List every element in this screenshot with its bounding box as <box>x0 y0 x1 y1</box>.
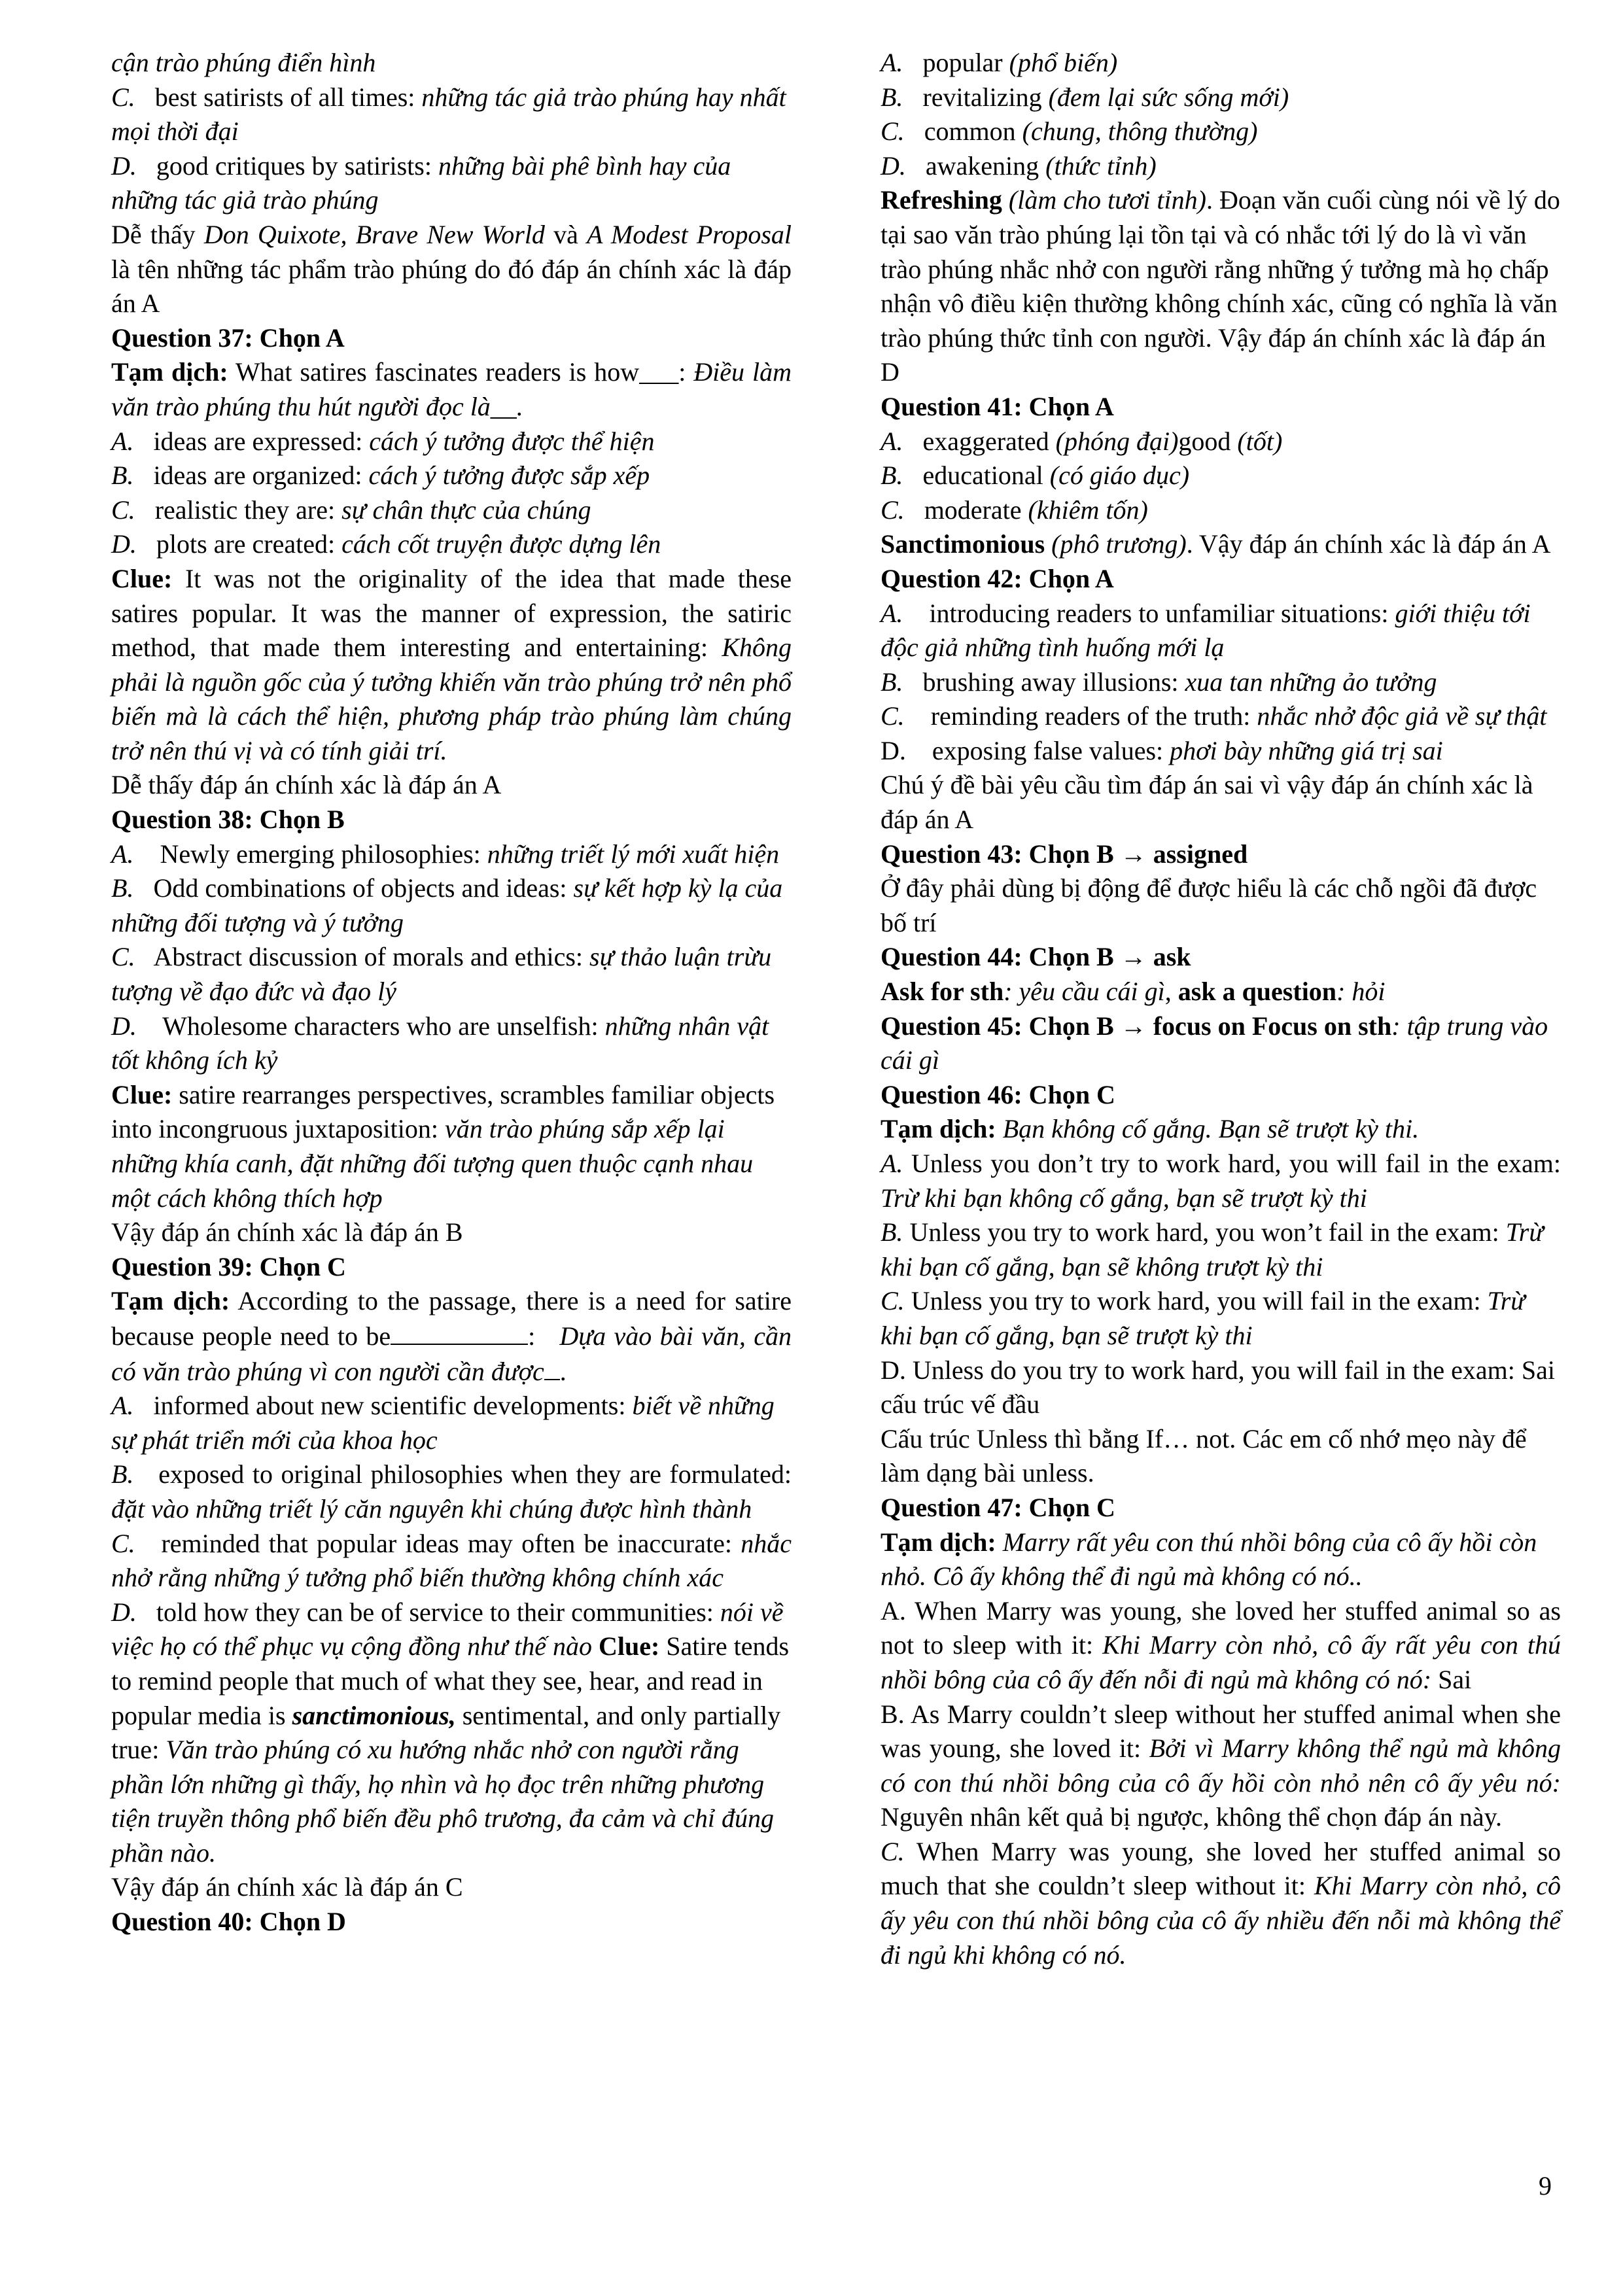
vi-text: Dựa vào bài văn, cần có văn trào phúng vì con người cần được <box>111 1321 792 1386</box>
keyword: ask a question <box>1178 977 1337 1007</box>
explanation <box>881 183 1561 390</box>
en-text: best satirists of all times: <box>154 82 415 112</box>
heading-text: Question 41: Chọn A <box>881 391 1114 421</box>
option-c <box>881 1284 1561 1353</box>
vi-text: : yêu cầu cái gì <box>1003 977 1165 1007</box>
option-c <box>881 1835 1561 1972</box>
label: Tạm dịch: <box>881 1527 996 1557</box>
question-heading <box>881 837 1561 872</box>
text: Dễ thấy đáp án chính xác là đáp án A <box>111 770 502 800</box>
option-b <box>111 459 792 493</box>
text: Vậy đáp án chính xác là đáp án B <box>111 1217 463 1247</box>
en-text: Unless do you try to work hard, you will fail in the exam: Sai cấu trúc vế đầu <box>881 1355 1555 1419</box>
option-letter: B. <box>111 873 134 903</box>
vi-text: nói về việc họ có thể phục vụ cộng đồng như thế nào <box>111 1597 784 1661</box>
option-d <box>881 149 1561 184</box>
en-text: It was not the originality of the idea that made these satires popular. It was the manner of expression, the satiric method, that made them interesting and entertaining: <box>111 563 792 663</box>
en-text: popular <box>922 48 1003 77</box>
option-d <box>111 527 792 562</box>
option-letter: B. <box>111 461 134 491</box>
option-b <box>111 1457 792 1526</box>
option-letter: D. <box>881 150 906 181</box>
option-a <box>881 46 1561 80</box>
vi-text: (phô trương) <box>1051 529 1187 559</box>
vi-text: Khi Marry còn nhỏ, cô ấy yêu con thú nhồi bông của cô ấy nhiều đến nỗi mà không thể đi ngủ khi không có nó. <box>881 1871 1562 1970</box>
en-text: informed about new scientific developments: <box>153 1391 626 1421</box>
vi-text: sự kết hợp kỳ lạ của những đối tượng và ý tưởng <box>111 873 783 937</box>
option-letter: A. <box>881 426 903 456</box>
option-b <box>881 1697 1561 1835</box>
question-heading <box>881 1078 1561 1113</box>
option-c <box>881 493 1561 528</box>
text: , <box>1164 977 1172 1007</box>
right-column <box>881 46 1561 1972</box>
vi-text: Trừ khi bạn không cố gắng, bạn sẽ trượt kỳ thi <box>881 1183 1367 1213</box>
text: Vậy đáp án chính xác là đáp án C <box>111 1872 463 1902</box>
option-letter: C. <box>881 116 905 147</box>
heading-text: Question 40: Chọn D <box>111 1907 346 1937</box>
option-letter: A. <box>881 598 903 628</box>
clue <box>111 562 792 769</box>
vi-text: Văn trào phúng có xu hướng nhắc nhở con người rằng phần lớn những gì thấy, họ nhìn và họ đọc trên những phương tiện truyền thông phổ biến đều phô trương, đa cảm và chỉ đúng phần nào. <box>111 1735 775 1868</box>
vi-text: Bởi vì Marry không thể ngủ mà không có con thú nhồi bông của cô ấy hồi còn nhỏ nên cô ấy yêu nó: <box>881 1733 1562 1798</box>
text: . Đoạn văn cuối cùng nói về lý do tại sao văn trào phúng lại tồn tại và có nhắc tới lý do là vì văn trào phúng nhắc nhở con người rằng những ý tưởng mà họ chấp nhận vô điều kiện thường không chính xác, cũng có nghĩa là văn trào phúng thức tỉnh con người. Vậy đáp án chính xác là đáp án D <box>881 185 1560 387</box>
option-letter: A. <box>111 1391 134 1421</box>
heading-text: Question 45: Chọn B → focus on Focus on sth <box>881 1011 1392 1041</box>
option-c <box>881 699 1561 734</box>
work-title: Don Quixote, Brave New World <box>203 219 545 249</box>
en-text: awakening <box>925 150 1039 181</box>
en-text: satire rearranges perspectives, scrambles familiar objects into incongruous juxtaposition: <box>111 1079 775 1144</box>
text: Chú ý đề bài yêu cầu tìm đáp án sai vì vậy đáp án chính xác là đáp án A <box>881 770 1533 835</box>
en-text: Unless you try to work hard, you will fail in the exam: <box>911 1286 1481 1316</box>
option-letter: D. <box>881 1355 906 1385</box>
answer <box>111 1215 792 1250</box>
vi-text: Điều làm văn trào phúng thu hút người đọc là__. <box>111 357 792 421</box>
en-text: B. As Marry couldn’t sleep without her stuffed animal when she was young, she loved it: <box>881 1699 1561 1764</box>
vi-text: những nhân vật tốt không ích kỷ <box>111 1011 769 1075</box>
option-b <box>111 871 792 940</box>
explanation <box>881 527 1561 562</box>
en-text: Odd combinations of objects and ideas: <box>153 873 567 903</box>
vi-text: nhắc nhở độc giả về sự thật <box>1257 701 1547 731</box>
text: và <box>553 219 578 249</box>
note <box>881 871 1561 940</box>
vi-text: cách cốt truyện được dựng lên <box>341 529 661 559</box>
question-heading <box>881 940 1561 975</box>
option-a <box>881 1147 1561 1215</box>
vi-text: cách ý tưởng được thể hiện <box>369 426 655 456</box>
option-letter: C. <box>111 1528 135 1558</box>
keyword: Sanctimonious <box>881 529 1045 559</box>
en-text: ideas are expressed: <box>153 426 363 456</box>
vi-text: những tác giả trào phúng hay nhất mọi thời đại <box>111 82 786 147</box>
vi-text: văn trào phúng sắp xếp lại những khía canh, đặt những đối tượng quen thuộc cạnh nhau một cách không thích hợp <box>111 1114 754 1213</box>
answer <box>111 768 792 803</box>
option-letter: C. <box>881 1836 905 1866</box>
option-a <box>111 1389 792 1457</box>
en-text: reminded that popular ideas may often be inaccurate: <box>161 1528 732 1558</box>
vi-text: sự thảo luận trừu tượng về đạo đức và đạo lý <box>111 942 772 1007</box>
option-c <box>111 1527 792 1595</box>
option-b <box>881 665 1561 700</box>
text: Nguyên nhân kết quả bị ngược, không thể chọn đáp án này. <box>881 1802 1502 1832</box>
option-a <box>881 1594 1561 1697</box>
question-heading <box>111 803 792 837</box>
label: Tạm dịch: <box>881 1114 996 1144</box>
option-d <box>881 1353 1561 1422</box>
answer-blank <box>544 1354 560 1380</box>
vi-text: Bạn không cố gắng. Bạn sẽ trượt kỳ thi. <box>1002 1114 1420 1144</box>
option-letter: C. <box>111 942 135 972</box>
text: Cấu trúc Unless thì bằng If… not. Các em cố nhớ mẹo này để làm dạng bài unless. <box>881 1423 1527 1488</box>
vi-text: cận trào phúng điển hình <box>111 48 376 77</box>
vi-text: (thức tỉnh) <box>1045 150 1157 181</box>
option-b <box>881 459 1561 493</box>
vi-text: cách ý tưởng được sắp xếp <box>368 461 650 491</box>
option-d <box>881 734 1561 769</box>
option-letter: C. <box>111 495 135 525</box>
vi-text: (làm cho tươi tỉnh) <box>1008 185 1206 215</box>
vi-text: những triết lý mới xuất hiện <box>487 839 780 869</box>
vi-text: phơi bày những giá trị sai <box>1170 735 1443 765</box>
answer-blank <box>391 1319 528 1345</box>
heading-text: Question 38: Chọn B <box>111 805 345 835</box>
en-text: A. When Marry was young, she loved her stuffed animal so as not to sleep with it: <box>881 1595 1561 1660</box>
en-text: exaggerated <box>922 426 1049 456</box>
vi-text: Trừ khi bạn cố gắng, bạn sẽ không trượt kỳ thi <box>881 1217 1544 1281</box>
vi-text: Không phải là nguồn gốc của ý tưởng khiến văn trào phúng trở nên phổ biến mà là cách thể hiện, phương pháp trào phúng làm chúng trở nên thú vị và có tính giải trí. <box>111 633 792 765</box>
text: là tên những tác phẩm trào phúng do đó đáp án chính xác là đáp án A <box>111 254 792 319</box>
en-text: brushing away illusions: <box>922 667 1179 697</box>
text: . Vậy đáp án chính xác là đáp án A <box>1186 529 1551 559</box>
question-heading <box>881 1491 1561 1525</box>
vi-text: (tốt) <box>1237 426 1283 456</box>
en-text: What satires fascinates readers is how___: <box>235 357 686 387</box>
vi-text: (chung, thông thường) <box>1022 116 1258 147</box>
heading-text: Question 44: Chọn B → ask <box>881 942 1191 972</box>
option-letter: D. <box>111 1011 137 1041</box>
en-text: good critiques by satirists: <box>156 150 432 181</box>
answer <box>111 1870 792 1905</box>
en-text: Unless you try to work hard, you won’t fail in the exam: <box>909 1217 1499 1247</box>
option-letter: C. <box>881 701 905 731</box>
vi-text: (đem lại sức sống mới) <box>1048 82 1289 112</box>
heading-text: Question 39: Chọn C <box>111 1251 346 1281</box>
en-text: Abstract discussion of morals and ethics: <box>153 942 584 972</box>
en-text: good <box>1178 426 1231 456</box>
en-text: Newly emerging philosophies: <box>160 839 481 869</box>
heading-text: Question 47: Chọn C <box>881 1492 1115 1522</box>
en-text: moderate <box>924 495 1022 525</box>
en-text: reminding readers of the truth: <box>930 701 1251 731</box>
vi-text: nhắc nhở rằng những ý tưởng phổ biến thường không chính xác <box>111 1528 792 1593</box>
option-b <box>881 1215 1561 1284</box>
option-a <box>881 597 1561 665</box>
en-text: plots are created: <box>156 529 336 559</box>
text: Dễ thấy <box>111 219 196 249</box>
page-number: 9 <box>1539 2171 1552 2200</box>
note <box>881 975 1561 1009</box>
option-letter: B. <box>111 1459 134 1489</box>
option-letter: C. <box>111 82 135 112</box>
en-text: educational <box>922 461 1043 491</box>
vi-text: sự chân thực của chúng <box>341 495 591 525</box>
en-text: ideas are organized: <box>153 461 362 491</box>
text: Sai <box>1438 1664 1472 1694</box>
label: Clue: <box>111 563 173 593</box>
vi-text: đặt vào những triết lý căn nguyên khi chúng được hình thành <box>111 1493 752 1523</box>
option-c <box>881 114 1561 149</box>
option-c <box>111 493 792 528</box>
option-d <box>111 1009 792 1078</box>
note <box>881 1422 1561 1491</box>
question-heading <box>111 1250 792 1285</box>
translation <box>881 1112 1561 1147</box>
vi-text: Khi Marry còn nhỏ, cô ấy rất yêu con thú nhồi bông của cô ấy đến nỗi đi ngủ mà không có nó: <box>881 1630 1562 1694</box>
option-letter: A. <box>111 426 134 456</box>
en-text: realistic they are: <box>154 495 336 525</box>
option-letter: B. <box>881 461 903 491</box>
vi-text: Marry rất yêu con thú nhồi bông của cô ấy hồi còn nhỏ. Cô ấy không thể đi ngủ mà không có nó.. <box>881 1527 1537 1592</box>
vi-text: (khiêm tốn) <box>1028 495 1148 525</box>
option-a <box>111 837 792 872</box>
work-title: A Modest Proposal <box>587 219 792 249</box>
question-heading <box>111 1905 792 1939</box>
option-letter: D. <box>881 735 906 765</box>
en-text: common <box>924 116 1016 147</box>
question-heading <box>881 1009 1561 1078</box>
en-text: According to the passage, there is a need for satire because people need to be <box>111 1286 792 1351</box>
en-text: Satire tends to remind people that much of what they see, hear, and read in popular media is <box>111 1631 790 1730</box>
vi-text: những bài phê bình hay của những tác giả trào phúng <box>111 150 731 215</box>
en-text: exposed to original philosophies when they are formulated: <box>158 1459 792 1489</box>
label: Clue: <box>111 1079 173 1109</box>
heading-text: Question 37: Chọn A <box>111 322 345 353</box>
option-letter: A. <box>881 1149 903 1178</box>
en-text: introducing readers to unfamiliar situations: <box>929 598 1389 628</box>
vi-text: : hỏi <box>1336 977 1386 1007</box>
label: Clue: <box>598 1631 660 1661</box>
heading-text: Question 46: Chọn C <box>881 1079 1115 1109</box>
option-letter: B. <box>881 667 903 697</box>
translation <box>111 355 792 424</box>
keyword: Refreshing <box>881 185 1002 215</box>
translation: Tạm dịch: According to the passage, there is a need for satire because people need to be : Dựa vào bài văn, cần có văn trào phúng vì con người cần được . <box>111 1286 792 1386</box>
question-heading <box>111 321 792 356</box>
clue <box>111 1078 792 1215</box>
option-letter: D. <box>111 1597 137 1627</box>
vi-text: giới thiệu tới độc giả những tình huống mới lạ <box>881 598 1531 663</box>
vi-text: Trừ khi bạn cố gắng, bạn sẽ trượt kỳ thi <box>881 1286 1526 1350</box>
option-a <box>111 425 792 459</box>
option-a <box>881 425 1561 459</box>
en-text: When Marry was young, she loved her stuffed animal so much that she couldn’t sleep without it: <box>881 1836 1562 1901</box>
en-text: exposing false values: <box>932 735 1164 765</box>
option-c <box>111 80 792 149</box>
option-letter: D. <box>111 529 137 559</box>
heading-text: Question 43: Chọn B → assigned <box>881 839 1248 869</box>
paragraph <box>111 218 792 321</box>
vi-text: (phổ biến) <box>1009 48 1118 77</box>
option-d <box>111 1595 792 1871</box>
text: Ở đây phải dùng bị động để được hiểu là các chỗ ngồi đã được bố trí <box>881 873 1537 937</box>
label: Tạm dịch: <box>111 1286 230 1316</box>
en-text: Unless you don’t try to work hard, you will fail in the exam: <box>911 1149 1562 1178</box>
en-text: revitalizing <box>922 82 1042 112</box>
option-letter: A. <box>881 48 903 77</box>
heading-text: Question 42: Chọn A <box>881 563 1114 593</box>
option-d <box>111 149 792 218</box>
question-heading <box>881 562 1561 597</box>
keyword: Ask for sth <box>881 977 1004 1007</box>
option-b <box>881 80 1561 115</box>
option-letter: C. <box>881 1286 905 1316</box>
option-letter: D. <box>111 150 137 181</box>
option-letter: B. <box>881 82 903 112</box>
vi-text: (phóng đại) <box>1055 426 1179 456</box>
emphasis-text: sanctimonious, <box>292 1700 456 1730</box>
option-letter: A. <box>111 839 134 869</box>
vi-text: (có giáo dục) <box>1049 461 1190 491</box>
label: Tạm dịch: <box>111 357 228 387</box>
paragraph <box>111 46 792 80</box>
left-column <box>111 46 792 1939</box>
text: : <box>528 1321 536 1351</box>
option-letter: B. <box>881 1217 903 1247</box>
vi-text: : tập trung vào cái gì <box>881 1011 1548 1075</box>
vi-text: xua tan những ảo tưởng <box>1185 667 1437 697</box>
option-letter: C. <box>881 495 905 525</box>
note <box>881 768 1561 837</box>
translation <box>881 1525 1561 1594</box>
option-c <box>111 940 792 1009</box>
question-heading <box>881 390 1561 425</box>
en-text: Wholesome characters who are unselfish: <box>162 1011 599 1041</box>
en-text: told how they can be of service to their communities: <box>156 1597 714 1627</box>
en-text: sentimental, and only partially true: <box>111 1700 781 1765</box>
vi-text: biết về những sự phát triển mới của khoa học <box>111 1391 775 1455</box>
